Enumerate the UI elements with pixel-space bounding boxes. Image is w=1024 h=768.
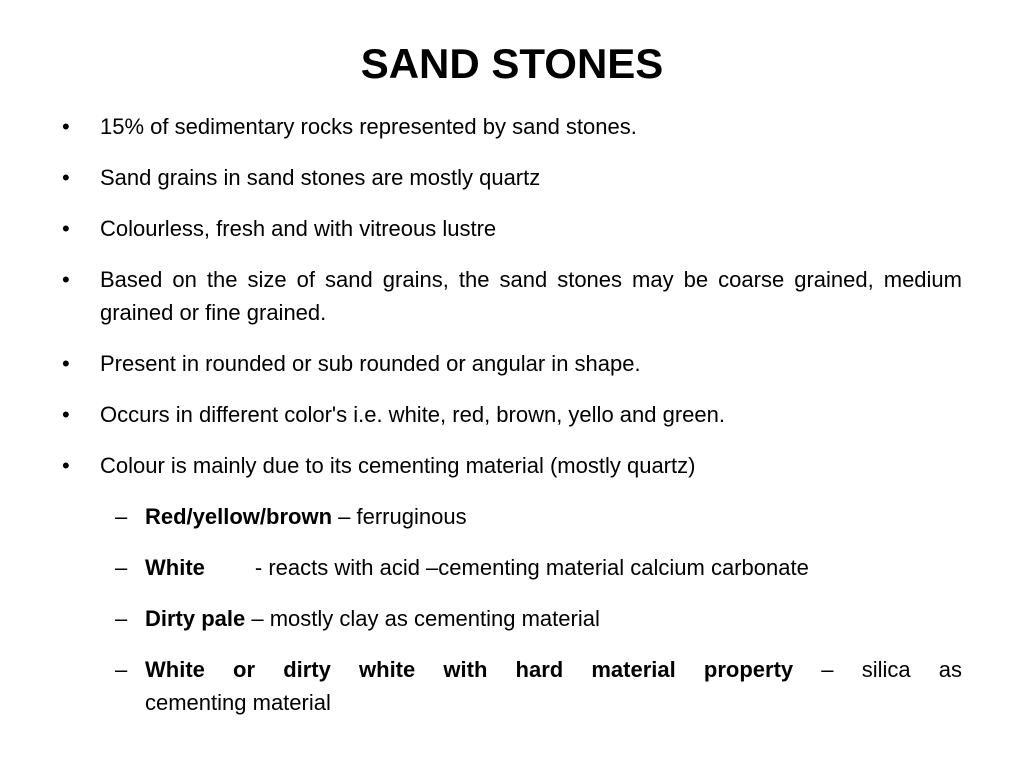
bullet-marker: •	[62, 216, 70, 241]
bullet-item	[62, 347, 962, 380]
bullet-text: Based on the size of sand grains, the sand stones may be coarse grained, medium grained or fine grained.	[100, 267, 962, 325]
sub-bullet-group	[62, 500, 962, 719]
sub-bullet-text: silica as	[861, 657, 963, 682]
sub-bullet-text: - reacts with acid –cementing material calcium carbonate	[254, 555, 809, 580]
bullet-text: Sand grains in sand stones are mostly quartz	[100, 165, 541, 190]
sub-bullet-term: Red/yellow/brown	[145, 504, 333, 529]
sub-bullet-separator: –	[793, 657, 862, 682]
sub-bullet-separator: –	[332, 504, 357, 529]
sub-bullet-list	[62, 500, 962, 719]
sub-bullet-term: Dirty pale	[145, 606, 246, 631]
bullet-item	[62, 449, 962, 482]
sub-bullet-marker: –	[115, 657, 128, 682]
bullet-text: Occurs in different color's i.e. white, red, brown, yello and green.	[100, 402, 725, 427]
bullet-marker: •	[62, 402, 70, 427]
bullet-item	[62, 398, 962, 431]
sub-bullet-item	[115, 602, 962, 635]
bullet-item	[62, 161, 962, 194]
sub-bullet-text: ferruginous	[356, 504, 467, 529]
sub-bullet-term: White or dirty white with hard material property	[145, 657, 794, 682]
bullet-item	[62, 212, 962, 245]
bullet-text: Present in rounded or sub rounded or angular in shape.	[100, 351, 641, 376]
slide-title: SAND STONES	[360, 40, 664, 87]
sub-bullet-marker: –	[115, 606, 128, 631]
bullet-marker: •	[62, 267, 70, 292]
sub-bullet-line1	[145, 653, 962, 686]
bullet-marker: •	[62, 114, 70, 139]
bullet-list	[62, 110, 962, 737]
sub-bullet-text: mostly clay as cementing material	[269, 606, 600, 631]
sub-bullet-marker: –	[115, 555, 128, 580]
bullet-marker: •	[62, 453, 70, 478]
sub-bullet-item	[115, 653, 962, 719]
bullet-text: Colourless, fresh and with vitreous lustre	[100, 216, 497, 241]
sub-bullet-term: White	[145, 555, 205, 580]
sub-bullet-marker: –	[115, 504, 128, 529]
bullet-item	[62, 263, 962, 329]
sub-bullet-separator: –	[245, 606, 270, 631]
bullet-item	[62, 110, 962, 143]
sub-bullet-item	[115, 500, 962, 533]
sub-bullet-text-cont: cementing material	[145, 690, 331, 715]
bullet-marker: •	[62, 351, 70, 376]
bullet-text: Colour is mainly due to its cementing material (mostly quartz)	[100, 453, 696, 478]
sub-bullet-item	[115, 551, 962, 584]
bullet-marker: •	[62, 165, 70, 190]
bullet-text: 15% of sedimentary rocks represented by sand stones.	[100, 114, 637, 139]
